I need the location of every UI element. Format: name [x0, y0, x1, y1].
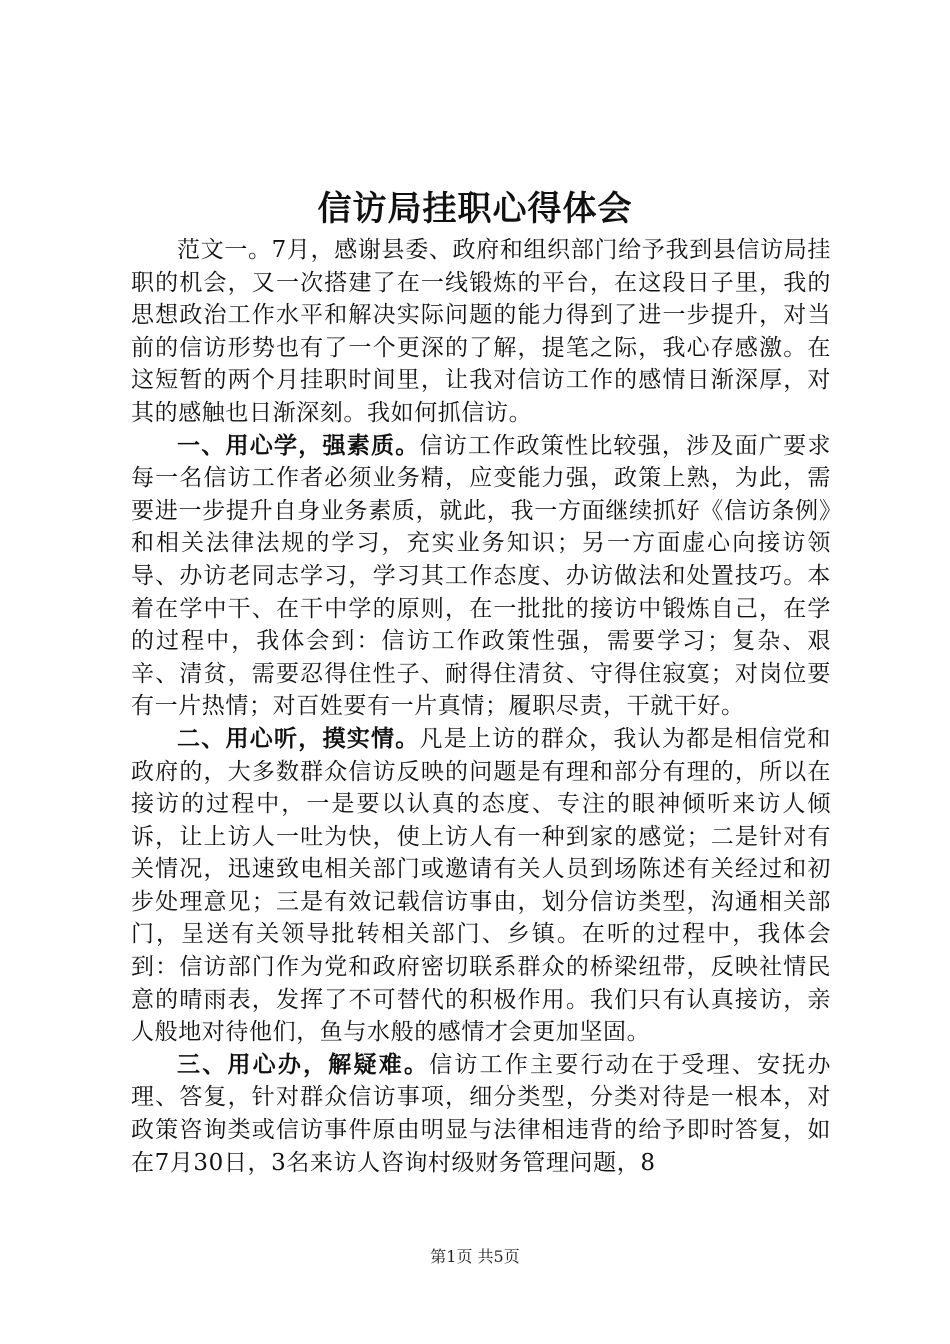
- paragraph-text: 凡是上访的群众，我认为都是相信党和政府的，大多数群众信访反映的问题是有理和部分有理的，所以在接访的过程中，一是要以认真的态度、专注的眼神倾听来访人倾诉，让上访人一吐为快，使上访人有一种到家的感觉；二是针对有关情况，迅速致电相关部门或邀请有关人员到场陈述有关经过和初步处理意见；三是有效记载信访事由，划分信访类型，沟通相关部门，呈送有关领导批转相关部门、乡镇。在听的过程中，我体会到：信访部门作为党和政府密切联系群众的桥梁纽带，反映社情民意的晴雨表，发挥了不可替代的积极作用。我们只有认真接访，亲人般地对待他们，鱼与水般的感情才会更加坚固。: [131, 725, 832, 1046]
- document-body: [131, 234, 831, 1179]
- page-number: 第1页 共5页: [430, 1247, 520, 1266]
- section-heading: 二、用心听，摸实情。: [177, 724, 420, 752]
- paragraph-section-2: [131, 723, 831, 1049]
- section-heading: 一、用心学，强素质。: [177, 431, 420, 459]
- paragraph-text: 信访工作政策性比较强，涉及面广要求每一名信访工作者必须业务精，应变能力强，政策上熟，为此，需要进一步提升自身业务素质，就此，我一方面继续抓好《信访条例》和相关法律法规的学习，充实业务知识；另一方面虚心向接访领导、办访老同志学习，学习其工作态度、办访做法和处置技巧。本着在学中干、在干中学的原则，在一批批的接访中锻炼自己，在学的过程中，我体会到：信访工作政策性强，需要学习；复杂、艰辛、清贫，需要忍得住性子、耐得住清贫、守得住寂寞；对岗位要有一片热情；对百姓要有一片真情；履职尽责，干就干好。: [131, 432, 832, 720]
- paragraph-section-3: [131, 1049, 831, 1179]
- document-title: 信访局挂职心得体会: [317, 189, 633, 229]
- page-footer: [0, 1246, 950, 1268]
- paragraph-intro: [131, 234, 831, 430]
- paragraph-section-1: [131, 430, 831, 723]
- paragraph-text: 范文一。7月，感谢县委、政府和组织部门给予我到县信访局挂职的机会，又一次搭建了在一线锻炼的平台，在这段日子里，我的思想政治工作水平和解决实际问题的能力得到了进一步提升，对当前的信访形势也有了一个更深的了解，提笔之际，我心存感激。在这短暂的两个月挂职时间里，让我对信访工作的感情日渐深厚，对其的感触也日渐深刻。我如何抓信访。: [131, 237, 831, 426]
- section-heading: 三、用心办，解疑难。: [177, 1050, 430, 1078]
- paragraph-text: 信访工作主要行动在于受理、安抚办理、答复，针对群众信访事项，细分类型，分类对待是一根本，对政策咨询类或信访事件原由明显与法律相违背的给予即时答复，如在7月30日，3名来访人咨询村级财务管理问题，8: [131, 1051, 831, 1176]
